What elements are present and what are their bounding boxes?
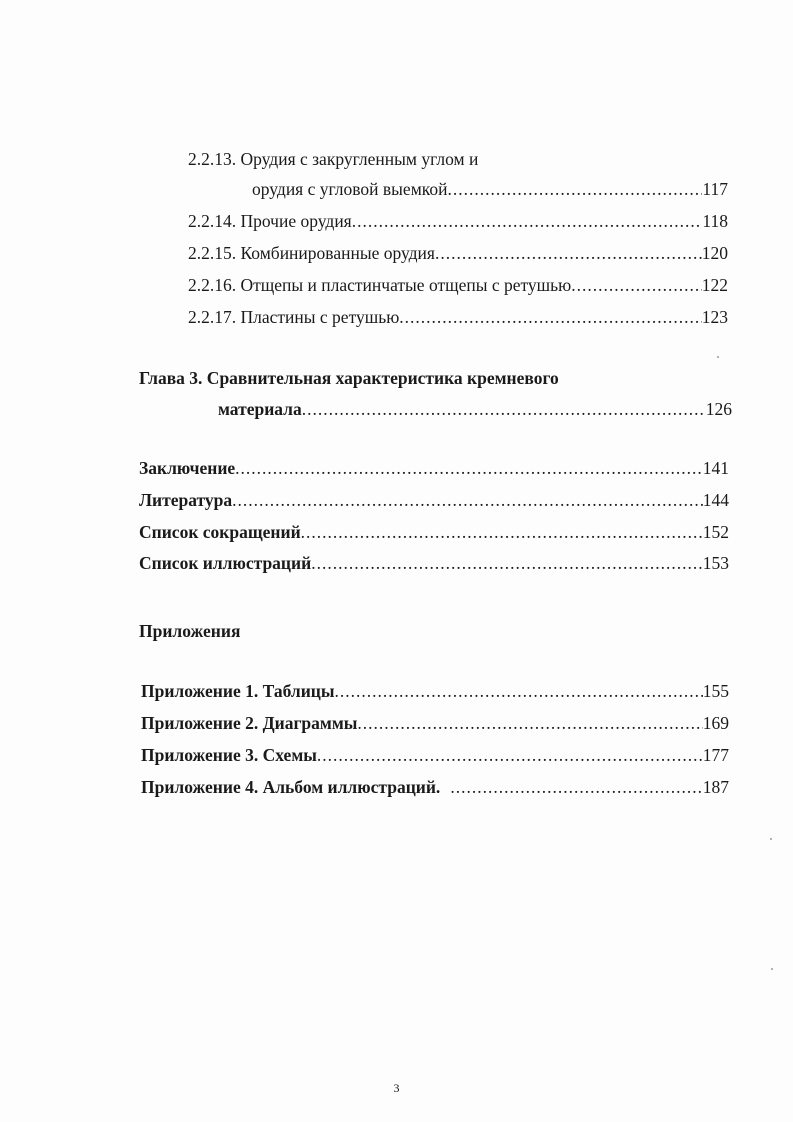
toc-entry-2-2-14 [188,210,728,232]
toc-entry-title: Приложение 2. Диаграммы [141,713,358,733]
toc-entry-title: Заключение [139,458,236,478]
appendices-heading: Приложения [139,621,241,641]
toc-entry-2-2-15 [188,242,728,264]
toc-entry-title: орудия с угловой выемкой [252,179,448,199]
toc-entry-conclusion [139,457,729,479]
toc-entry-title: Приложение 3. Схемы [141,745,317,765]
toc-entry-illustrations [139,552,729,574]
dot-leader [311,552,703,574]
toc-entry-title: Литература [139,490,233,510]
toc-page-number: 144 [702,490,729,510]
toc-entry-title: Приложение 4. Альбом иллюстраций. [141,777,441,797]
toc-entry-abbreviations [139,521,729,543]
toc-page-number: 123 [701,307,728,327]
toc-entry-appendix-3 [141,744,729,766]
dot-leader [357,712,702,734]
toc-entry-title: 2.2.14. Прочие орудия [188,211,352,231]
dot-leader [235,457,703,479]
dot-leader [302,398,706,420]
toc-page-number: 126 [705,399,732,419]
dot-leader [317,744,703,766]
toc-page-number: 141 [702,458,729,478]
toc-page-number: 153 [702,553,729,573]
toc-entry-2-2-16 [188,274,728,296]
dot-leader [352,210,703,232]
toc-entry-2-2-13-line1: 2.2.13. Орудия с закругленным углом и [188,149,479,169]
toc-entry-2-2-17 [188,306,728,328]
toc-page-number: 120 [701,243,728,263]
dot-leader [448,178,703,200]
scan-speck [771,968,773,970]
toc-page-number: 152 [702,522,729,542]
toc-entry-title: 2.2.16. Отщепы и пластинчатые отщепы с ретушью [188,275,572,295]
dot-leader [301,521,703,543]
toc-page-number: 169 [702,713,729,733]
toc-page-number: 117 [702,179,728,199]
toc-entry-title: Список сокращений [139,522,301,542]
dot-leader [450,776,702,798]
page-number: 3 [393,1081,400,1095]
scan-speck [770,838,772,840]
toc-page-number: 122 [701,275,728,295]
toc-entry-appendix-4 [141,776,729,798]
toc-page-number: 177 [702,745,729,765]
toc-entry-chapter-3 [218,398,732,420]
toc-page-number: 155 [702,681,729,701]
dot-leader [399,306,701,328]
toc-entry-title: Приложение 1. Таблицы [141,681,335,701]
toc-page-number: 118 [702,211,728,231]
dot-leader [232,489,703,511]
toc-entry-2-2-13 [252,178,728,200]
toc-page-number: 187 [702,777,729,797]
scan-speck [717,356,719,358]
toc-entry-title: материала [218,399,302,419]
dot-leader [435,242,702,264]
toc-entry-title: Список иллюстраций [139,553,312,573]
dot-leader [571,274,702,296]
toc-entry-title: 2.2.15. Комбинированные орудия [188,243,435,263]
toc-chapter-3-line1: Глава 3. Сравнительная характеристика кремневого [139,368,559,388]
toc-entry-appendix-2 [141,712,729,734]
toc-entry-literature [139,489,729,511]
toc-entry-appendix-1 [141,680,729,702]
dot-leader [335,680,703,702]
toc-entry-title: 2.2.17. Пластины с ретушью [188,307,400,327]
